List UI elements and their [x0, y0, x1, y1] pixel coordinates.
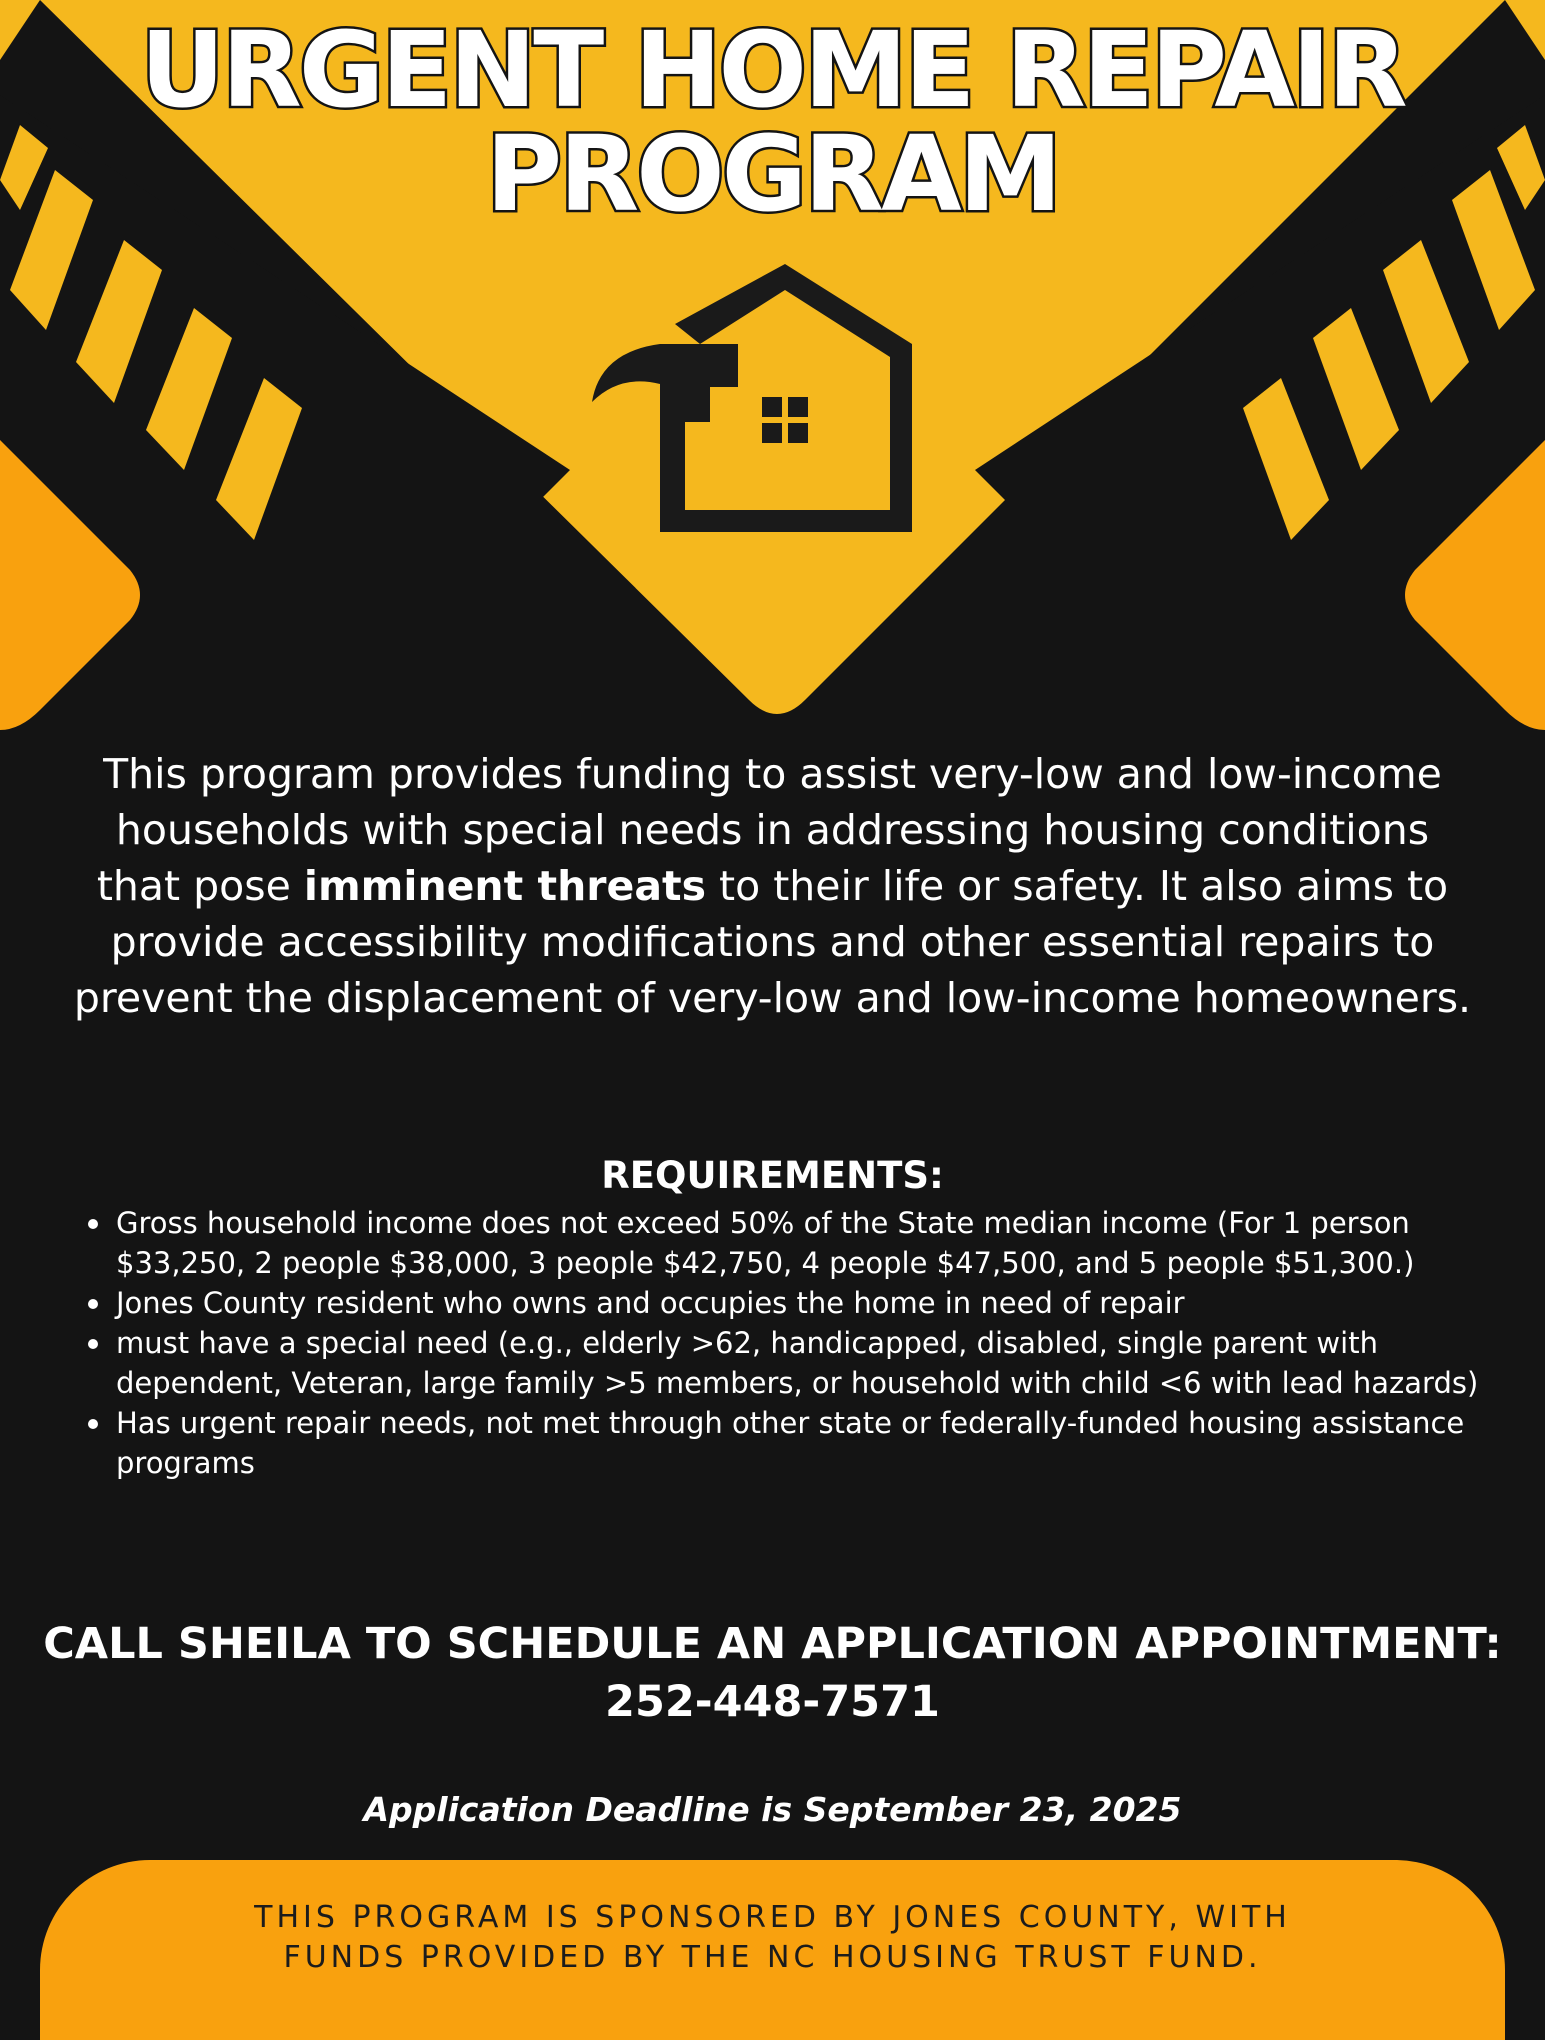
- description-text-end: to their life or safety. It also aims to provide accessibility modifications and other essential repairs to prevent the displacement of very-low and low-income homeowners.: [73, 862, 1472, 1022]
- program-description: [70, 746, 1475, 1026]
- title-line-1: URGENT HOME REPAIR: [140, 9, 1405, 131]
- requirements-heading: REQUIREMENTS:: [601, 1154, 944, 1197]
- sponsor-note: [0, 1898, 1545, 1978]
- requirements-list: [116, 1203, 1496, 1483]
- requirement-item: Gross household income does not exceed 50% of the State median income (For 1 person $33,250, 2 people $38,000, 3 people $42,750, 4 people $47,500, and 5 people $51,300.): [116, 1203, 1496, 1283]
- title-line-2: PROGRAM: [485, 113, 1060, 235]
- requirement-item: Jones County resident who owns and occupies the home in need of repair: [116, 1283, 1496, 1323]
- call-to-action: [0, 1615, 1545, 1731]
- description-emphasis: imminent threats: [303, 862, 706, 910]
- requirement-item: Has urgent repair needs, not met through other state or federally-funded housing assistance programs: [116, 1403, 1496, 1483]
- description-text-start: This program provides funding to assist very-low and low-income households with special needs in addressing housing conditions that pose: [96, 750, 1442, 910]
- house-hammer-icon: [590, 262, 920, 537]
- program-title: [0, 9, 1545, 235]
- sponsor-line-2: FUNDS PROVIDED BY THE NC HOUSING TRUST FUND.: [283, 1940, 1262, 1975]
- application-deadline: Application Deadline is September 23, 2025: [363, 1790, 1182, 1829]
- sponsor-line-1: THIS PROGRAM IS SPONSORED BY JONES COUNTY, WITH: [254, 1900, 1291, 1935]
- cta-text: CALL SHEILA TO SCHEDULE AN APPLICATION APPOINTMENT:: [43, 1619, 1502, 1669]
- phone-number: 252-448-7571: [605, 1677, 940, 1727]
- requirement-item: must have a special need (e.g., elderly >62, handicapped, disabled, single parent with dependent, Veteran, large family >5 members, or household with child <6 with lead hazards): [116, 1323, 1496, 1403]
